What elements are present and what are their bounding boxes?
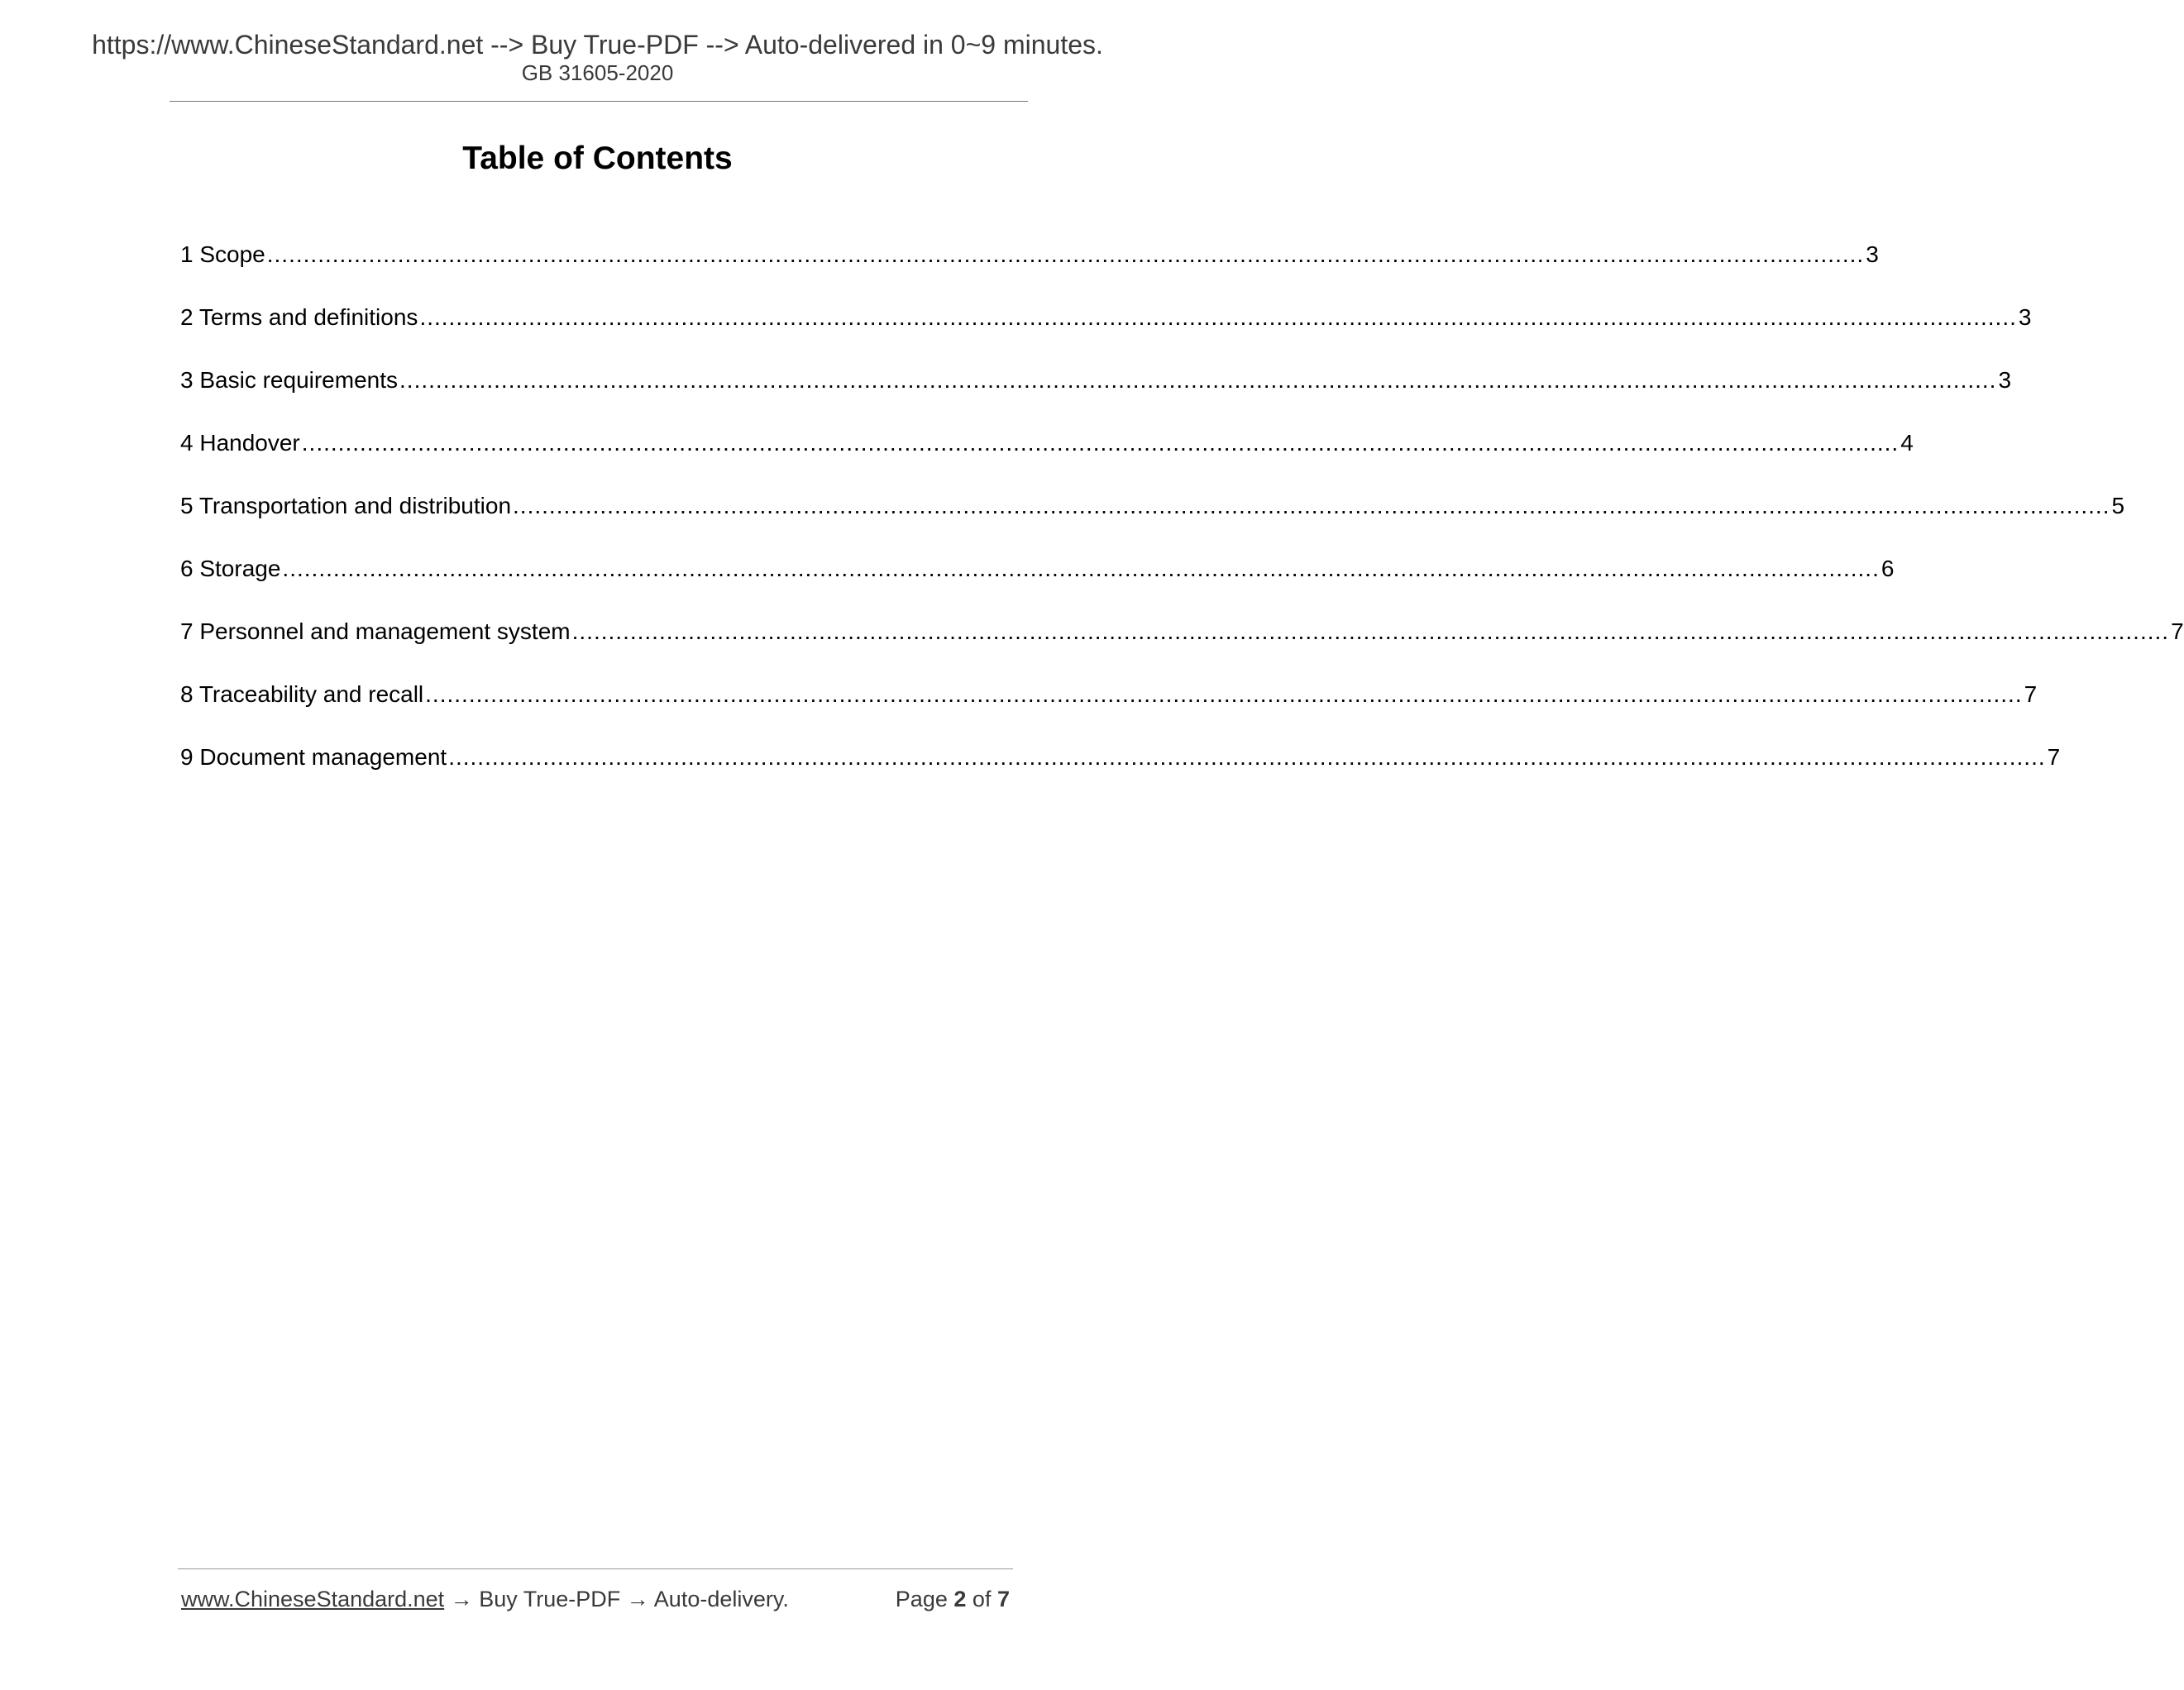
current-page-number: 2 xyxy=(953,1587,967,1611)
toc-entry-label: 8 Traceability and recall xyxy=(180,681,424,707)
footer-website-link[interactable]: www.ChineseStandard.net xyxy=(181,1587,445,1611)
toc-entry-scope[interactable] xyxy=(180,241,1879,303)
dot-leader: ............................................................................................................................................................................................................................ xyxy=(571,618,2170,644)
toc-entry-page: 7 xyxy=(2047,744,2061,770)
toc-entry-label: 9 Document management xyxy=(180,744,447,770)
toc-entry-label: 2 Terms and definitions xyxy=(180,304,418,330)
footer-buy-text: Buy True-PDF xyxy=(479,1587,621,1611)
toc-entry-handover[interactable] xyxy=(180,429,1914,492)
toc-entry-page: 3 xyxy=(1866,241,1879,267)
dot-leader: ............................................................................................................................................................................................................................ xyxy=(448,744,2046,770)
toc-entry-basic-requirements[interactable] xyxy=(180,366,2012,429)
toc-entry-page: 7 xyxy=(2171,618,2184,644)
toc-entry-label: 7 Personnel and management system xyxy=(180,618,571,644)
dot-leader: ............................................................................................................................................................................................................................ xyxy=(266,241,1865,267)
toc-entry-transportation-and-distribution[interactable] xyxy=(180,492,2125,555)
toc-entry-label: 1 Scope xyxy=(180,241,265,267)
toc-entry-terms-and-definitions[interactable] xyxy=(180,303,2032,366)
footer-divider xyxy=(178,1568,1013,1569)
toc-entry-page: 3 xyxy=(2018,304,2032,330)
toc-entry-storage[interactable] xyxy=(180,555,1895,618)
toc-entry-personnel-and-management-system[interactable] xyxy=(180,618,2184,680)
document-code: GB 31605-2020 xyxy=(521,60,674,85)
toc-entry-page: 4 xyxy=(1900,430,1914,456)
toc-entry-label: 6 Storage xyxy=(180,556,281,581)
footer-delivery-text: Auto-delivery. xyxy=(653,1587,789,1611)
dot-leader: ............................................................................................................................................................................................................................ xyxy=(301,430,1900,456)
total-page-count: 7 xyxy=(996,1587,1010,1611)
dot-leader: ............................................................................................................................................................................................................................ xyxy=(282,556,1880,581)
toc-entry-page: 7 xyxy=(2024,681,2038,707)
arrow-right-icon: → xyxy=(626,1587,649,1611)
source-banner: https://www.ChineseStandard.net --> Buy True-PDF --> Auto-delivered in 0~9 minutes. xyxy=(92,30,1103,60)
toc-entry-page: 3 xyxy=(1998,367,2012,393)
toc-list xyxy=(180,241,2184,806)
dot-leader: ............................................................................................................................................................................................................................ xyxy=(419,304,2017,330)
page-indicator xyxy=(896,1586,1010,1612)
toc-title: Table of Contents xyxy=(462,141,733,176)
footer-promo xyxy=(181,1586,789,1612)
toc-entry-label: 3 Basic requirements xyxy=(180,367,399,393)
page-word: Page xyxy=(895,1587,948,1611)
toc-entry-label: 5 Transportation and distribution xyxy=(180,493,512,518)
dot-leader: ............................................................................................................................................................................................................................ xyxy=(513,493,2110,518)
toc-entry-page: 6 xyxy=(1881,556,1895,581)
dot-leader: ............................................................................................................................................................................................................................ xyxy=(425,681,2023,707)
of-word: of xyxy=(972,1587,992,1611)
header-divider xyxy=(170,101,1028,102)
toc-entry-traceability-and-recall[interactable] xyxy=(180,680,2038,743)
toc-entry-document-management[interactable] xyxy=(180,743,2061,806)
arrow-right-icon: → xyxy=(450,1587,473,1611)
toc-entry-label: 4 Handover xyxy=(180,430,300,456)
dot-leader: ............................................................................................................................................................................................................................ xyxy=(399,367,1997,393)
toc-entry-page: 5 xyxy=(2111,493,2125,518)
